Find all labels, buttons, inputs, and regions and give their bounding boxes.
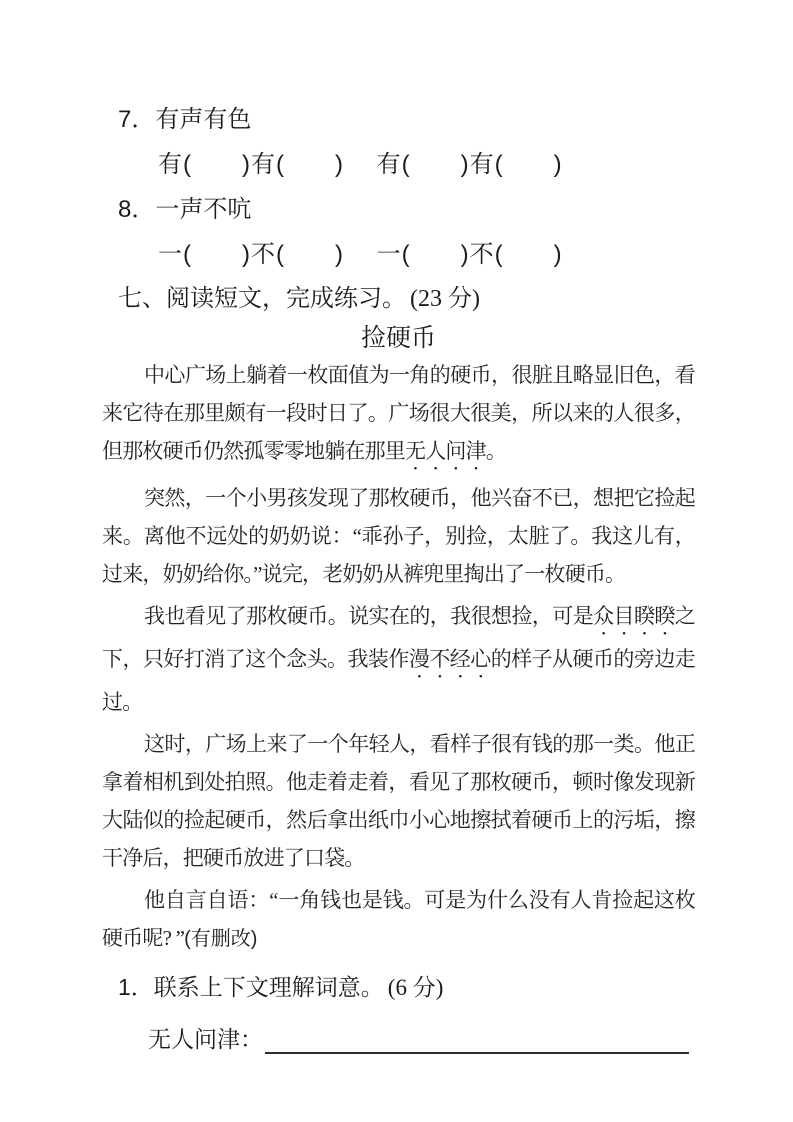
question-1-term: 无人问津： — [148, 1026, 263, 1052]
essay-title-text: 捡硬币 — [360, 324, 436, 352]
essay-text: 突然，一个小男孩发现了那枚硬币，他兴奋不已，想把它捡起来。离他不远处的奶奶说：“乖孙子，别捡，太脏了。我这儿有，过来，奶奶给你。”说完，老奶奶从裤兜里掏出了一枚硬币。 — [102, 486, 695, 586]
question-1-number: 1． — [118, 973, 154, 1000]
exercise-7-idiom: 有声有色 — [155, 106, 252, 133]
question-1-label: 联系上下文理解词意。 — [153, 973, 384, 1000]
exercise-8-number: 8． — [118, 196, 156, 223]
essay-text: 他自言自语：“一角钱也是钱。可是为什么没有人肯捡起这枚硬币呢? ” — [102, 888, 695, 950]
essay-paragraph — [102, 597, 695, 721]
essay-text: 这时，广场上来了一个年轻人，看样子很有钱的那一类。他正拿着相机到处拍照。他走着走着，看见了那枚硬币，顿时像发现新大陆似的捡起硬币，然后拿出纸巾小心地擦拭着硬币上的污垢，擦干净后，把硬币放进了口袋。 — [102, 732, 695, 870]
exercise-7-heading — [102, 94, 695, 139]
exercise-8-heading — [102, 184, 695, 229]
essay-title — [102, 316, 695, 356]
essay-paragraph — [102, 725, 695, 877]
essay-body — [102, 356, 695, 958]
section-seven-score: (23 分) — [410, 285, 480, 312]
emphasized-term: 众目睽睽 — [593, 604, 675, 628]
question-1-heading — [102, 962, 695, 1008]
essay-paragraph — [102, 479, 695, 593]
section-seven-heading — [102, 274, 695, 316]
exercise-7-blanks[interactable] — [102, 139, 695, 184]
essay-text: 。 — [485, 439, 507, 463]
exercise-8-idiom: 一声不吭 — [155, 196, 252, 223]
essay-text: 中心广场上躺着一枚面值为一角的硬币，很脏且略显旧色，看来它待在那里颇有一段时日了。广场很大很美，所以来的人很多，但那枚硬币仍然孤零零地躺在那里 — [102, 363, 695, 463]
essay-text: 的样子从硬币的旁边走过。 — [102, 647, 695, 714]
essay-paragraph — [102, 881, 695, 958]
section-seven-label: 七、阅读短文，完成练习。 — [118, 284, 406, 312]
question-1-answer-blank[interactable] — [265, 1024, 689, 1054]
emphasized-term: 漫不经心 — [408, 647, 491, 671]
essay-paragraph — [102, 356, 695, 475]
question-1-score: (6 分) — [387, 974, 444, 1000]
exercise-8-blanks[interactable] — [102, 229, 695, 274]
exercise-8-blank-pattern[interactable]: 一( )不( ) 一( )不( ) — [158, 241, 563, 268]
essay-text: 之下，只好打消了这个念头。我装作 — [102, 604, 695, 671]
exercise-7-number: 7． — [118, 106, 156, 133]
essay-text: (有删改) — [184, 928, 258, 950]
emphasized-term: 无人问津 — [405, 439, 486, 463]
essay-text: 我也看见了那枚硬币。说实在的，我很想捡，可是 — [144, 604, 594, 628]
question-1-answer-row — [102, 1008, 695, 1054]
exercise-7-blank-pattern[interactable]: 有( )有( ) 有( )有( ) — [158, 151, 563, 178]
